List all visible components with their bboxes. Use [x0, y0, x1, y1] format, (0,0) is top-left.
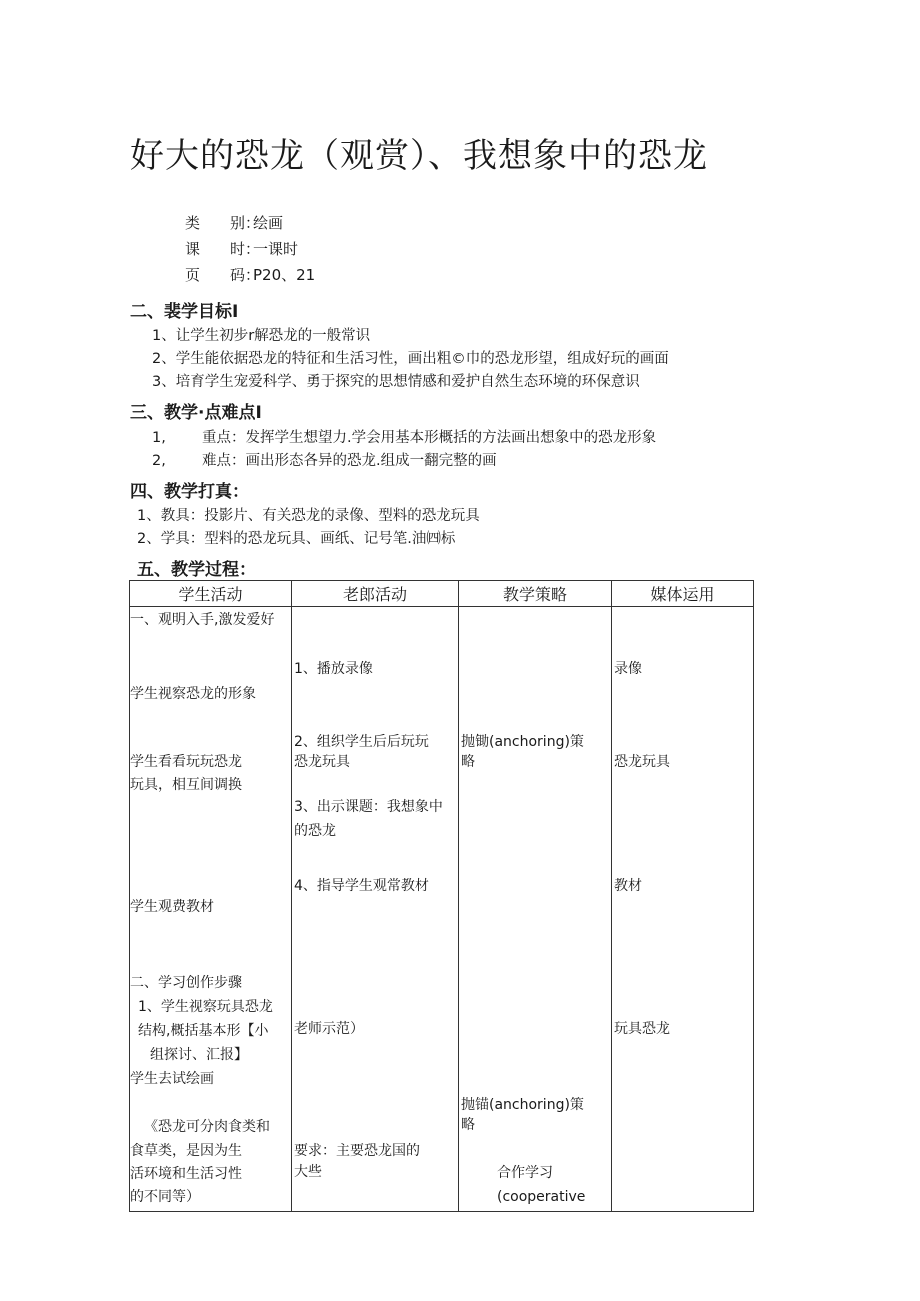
student-line: 学生看看玩玩恐龙: [130, 754, 242, 770]
section-process-heading: 五、教学过程：: [137, 560, 256, 580]
teacher-line: 的恐龙: [294, 823, 336, 839]
meta-value: P20、21: [253, 266, 316, 284]
student-activity-cell: [130, 607, 292, 1212]
section-keypoints-heading: 三、教学·点难点I: [130, 403, 262, 423]
meta-periods: [185, 238, 298, 259]
student-line: 《恐龙可分肉食类和: [144, 1119, 270, 1135]
meta-pages: [185, 264, 315, 285]
goal-item: 2、学生能依据恐龙的特征和生活习性，画出粗©巾的恐龙形望，组成好玩的画面: [152, 351, 669, 367]
keypoint-index: 2,: [152, 453, 166, 469]
strategy-line: 略: [461, 1117, 475, 1133]
page-title: 好大的恐龙（观赏）、我想象中的恐龙: [130, 136, 708, 176]
header-strategy: 教学策略: [459, 581, 612, 607]
goal-item: 1、让学生初步r解恐龙的一般常识: [152, 328, 371, 344]
keypoint-text: 难点：画出形态各异的恐龙.组成一翻完整的画: [202, 453, 497, 469]
teacher-line: 2、组织学生后后玩玩: [294, 734, 429, 750]
strategy-line: 抛锄(anchoring)策: [461, 734, 584, 750]
material-item: 2、学具：型料的恐龙玩具、画纸、记号笔.油㈣标: [137, 531, 456, 547]
student-line: 一、观明入手,激发爱好: [130, 612, 275, 628]
media-line: 教材: [614, 878, 642, 894]
strategy-cell: [459, 607, 612, 1212]
media-cell: [612, 607, 754, 1212]
section-materials-heading: 四、教学打真：: [130, 482, 249, 502]
section-goals-heading: 二、裴学目标I: [130, 302, 239, 322]
student-line: 学生视察恐龙的形象: [130, 686, 256, 702]
teacher-line: 4、指导学生观常教材: [294, 878, 429, 894]
table-header-row: [130, 581, 754, 607]
strategy-line: 合作学习: [497, 1165, 553, 1181]
goal-item: 3、培育学生宠爱科学、勇于探究的思想情感和爱护自然生态环境的环保意识: [152, 374, 640, 390]
header-media: 媒体运用: [612, 581, 754, 607]
strategy-line: 略: [461, 754, 475, 770]
header-student-activity: 学生活动: [130, 581, 292, 607]
media-line: 玩具恐龙: [614, 1021, 670, 1037]
meta-value: 绘画: [253, 214, 284, 232]
meta-label: 类 别：: [185, 214, 261, 232]
student-line: 组探讨、汇报】: [150, 1047, 248, 1063]
student-line: 学生去试绘画: [130, 1071, 214, 1087]
meta-value: 一课时: [253, 240, 299, 258]
header-teacher-activity: 老郎活动: [292, 581, 459, 607]
teacher-line: 要求：主要恐龙国的: [294, 1143, 420, 1159]
teacher-line: 老师示范）: [294, 1021, 364, 1037]
student-line: 学生观费教材: [130, 899, 214, 915]
keypoint-text: 重点：发挥学生想望力.学会用基本形概括的方法画出想象中的恐龙形象: [202, 430, 657, 446]
strategy-line: 抛锚(anchoring)策: [461, 1097, 584, 1113]
keypoint-index: 1,: [152, 430, 166, 446]
material-item: 1、教具：投影片、有关恐龙的录像、型料的恐龙玩具: [137, 508, 480, 524]
student-line: 结构,概括基本形【小: [138, 1023, 269, 1039]
lesson-process-table: [129, 580, 754, 1212]
table-row: [130, 607, 754, 1212]
meta-category: [185, 212, 283, 233]
meta-label: 页 码：: [185, 266, 261, 284]
teacher-line: 大些: [294, 1164, 322, 1180]
keypoint-item: [152, 449, 497, 470]
student-line: 1、学生视察玩具恐龙: [138, 999, 273, 1015]
media-line: 恐龙玩具: [614, 754, 670, 770]
keypoint-item: [152, 426, 656, 447]
student-line: 的不同等）: [130, 1189, 200, 1205]
student-line: 食草类，是因为生: [130, 1143, 242, 1159]
meta-label: 课 时：: [185, 240, 261, 258]
student-line: 二、学习创作步骤: [130, 975, 242, 991]
teacher-line: 1、播放录像: [294, 661, 373, 677]
student-line: 活环境和生活习性: [130, 1166, 242, 1182]
strategy-line: (cooperative: [497, 1189, 586, 1205]
teacher-line: 3、出示课题：我想象中: [294, 799, 443, 815]
student-line: 玩具，相互间调换: [130, 777, 242, 793]
teacher-line: 恐龙玩具: [294, 754, 350, 770]
media-line: 录像: [614, 661, 642, 677]
teacher-activity-cell: [292, 607, 459, 1212]
